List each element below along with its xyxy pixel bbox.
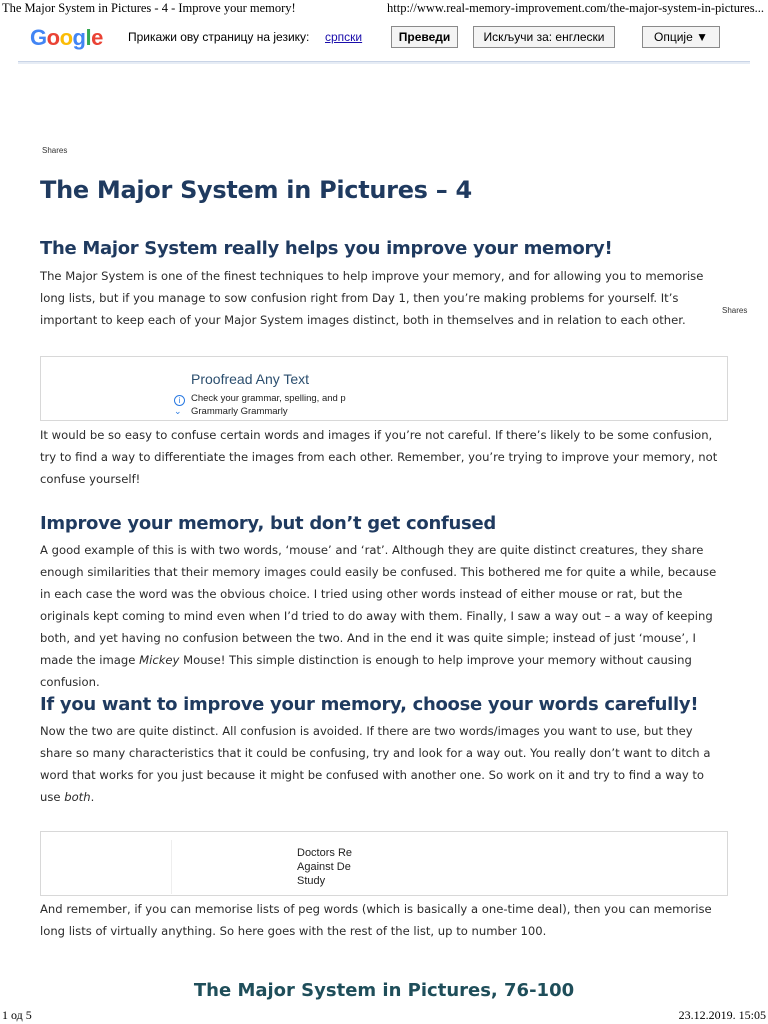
translate-prompt-label: Прикажи ову страницу на језику: xyxy=(128,30,310,44)
turn-off-translate-button[interactable]: Искључи за: енглески xyxy=(473,26,615,48)
google-logo-letter: G xyxy=(30,25,47,50)
article-paragraph: It would be so easy to confuse certain words and images if you’re not careful. If there’s likely to be some confusion, try to find a way to differentiate the images from each other. Remember, you’re trying to improve your memory, not confuse yourself! xyxy=(40,428,718,486)
paragraph-text: Now the two are quite distinct. All confusion is avoided. If there are two words/images you want to use, but they share so many characteristics that it could be confusing, try and look for a way out. You really don’t want to ditch a word that works for you just because it might be confused with another one. So work on it and try to find a way to use xyxy=(40,724,711,804)
article-paragraph xyxy=(40,539,722,693)
page-number: 1 од 5 xyxy=(2,1008,32,1022)
info-icon[interactable]: i xyxy=(174,395,185,406)
chevron-down-icon[interactable]: ⌄ xyxy=(174,407,182,417)
print-page-title: The Major System in Pictures - 4 - Improve your memory! xyxy=(2,1,296,15)
translate-button[interactable]: Преведи xyxy=(391,26,458,48)
google-logo xyxy=(30,25,103,51)
emphasis-text: Mickey xyxy=(139,653,180,667)
google-logo-letter: e xyxy=(91,25,103,50)
google-logo-letter: o xyxy=(46,25,60,50)
shares-counter-top[interactable]: Shares xyxy=(42,146,68,155)
paragraph-text: Mouse! This simple distinction is enough to help improve your memory without causing confusion. xyxy=(40,653,692,689)
article-paragraph xyxy=(40,720,722,808)
ad-headline-line: Study xyxy=(297,875,326,887)
google-translate-bar xyxy=(18,20,750,62)
section-heading: If you want to improve your memory, choose your words carefully! xyxy=(40,694,699,715)
ad-headline[interactable] xyxy=(297,846,355,888)
paragraph-text: A good example of this is with two words, ‘mouse’ and ‘rat’. Although they are quite distinct creatures, they share enough similarities that their memory images could easily be confused. This bothered me for quite a while, because in each case the word was the obvious choice. I tried using other words instead of either mouse or rat, but the originals kept coming to mind even when I’d tried to do away with them. Finally, I saw a way out – a way of keeping both, and yet having no confusion between the two. And in the end it was quite simple; instead of just ‘mouse’, I made the image xyxy=(40,543,717,667)
ad-headline-line: Against De xyxy=(297,861,351,873)
print-page-url: http://www.real-memory-improvement.com/the-major-system-in-pictures... xyxy=(387,1,764,15)
translate-language-link[interactable]: српски xyxy=(325,30,363,44)
emphasis-text: both xyxy=(64,790,91,804)
ad-description: Check your grammar, spelling, and p xyxy=(191,393,346,404)
shares-counter-side[interactable]: Shares xyxy=(722,306,748,315)
translate-options-button[interactable]: Опције ▼ xyxy=(642,26,720,48)
ad-title[interactable]: Proofread Any Text xyxy=(191,371,310,387)
google-logo-letter: o xyxy=(59,25,73,50)
ad-brand: Grammarly Grammarly xyxy=(191,406,288,417)
article-title: The Major System in Pictures – 4 xyxy=(40,176,472,204)
section-heading: The Major System really helps you improve your memory! xyxy=(40,238,613,259)
sponsored-ad[interactable] xyxy=(40,831,728,896)
section-heading: Improve your memory, but don’t get confused xyxy=(40,513,496,534)
grammarly-ad[interactable] xyxy=(40,356,728,421)
ad-headline-line: Doctors Re xyxy=(297,847,353,859)
print-footer xyxy=(0,1008,768,1024)
related-article-link[interactable]: The Major System in Pictures, 76-100 xyxy=(193,980,575,1001)
article-paragraph: The Major System is one of the finest techniques to help improve your memory, and for allowing you to memorise long lists, but if you manage to sow confusion right from Day 1, then you’re making problems for yourself. It’s important to keep each of your Major System images distinct, both in themselves and in relation to each other. xyxy=(40,269,704,327)
article-paragraph: And remember, if you can memorise lists of peg words (which is basically a one-time deal), then you can memorise long lists of virtually anything. So here goes with the rest of the list, up to number 100. xyxy=(40,902,712,938)
paragraph-text: . xyxy=(90,790,95,804)
google-logo-letter: l xyxy=(85,25,92,50)
google-logo-letter: g xyxy=(72,25,86,50)
print-header xyxy=(0,0,768,18)
print-date: 23.12.2019. 15:05 xyxy=(678,1008,766,1022)
